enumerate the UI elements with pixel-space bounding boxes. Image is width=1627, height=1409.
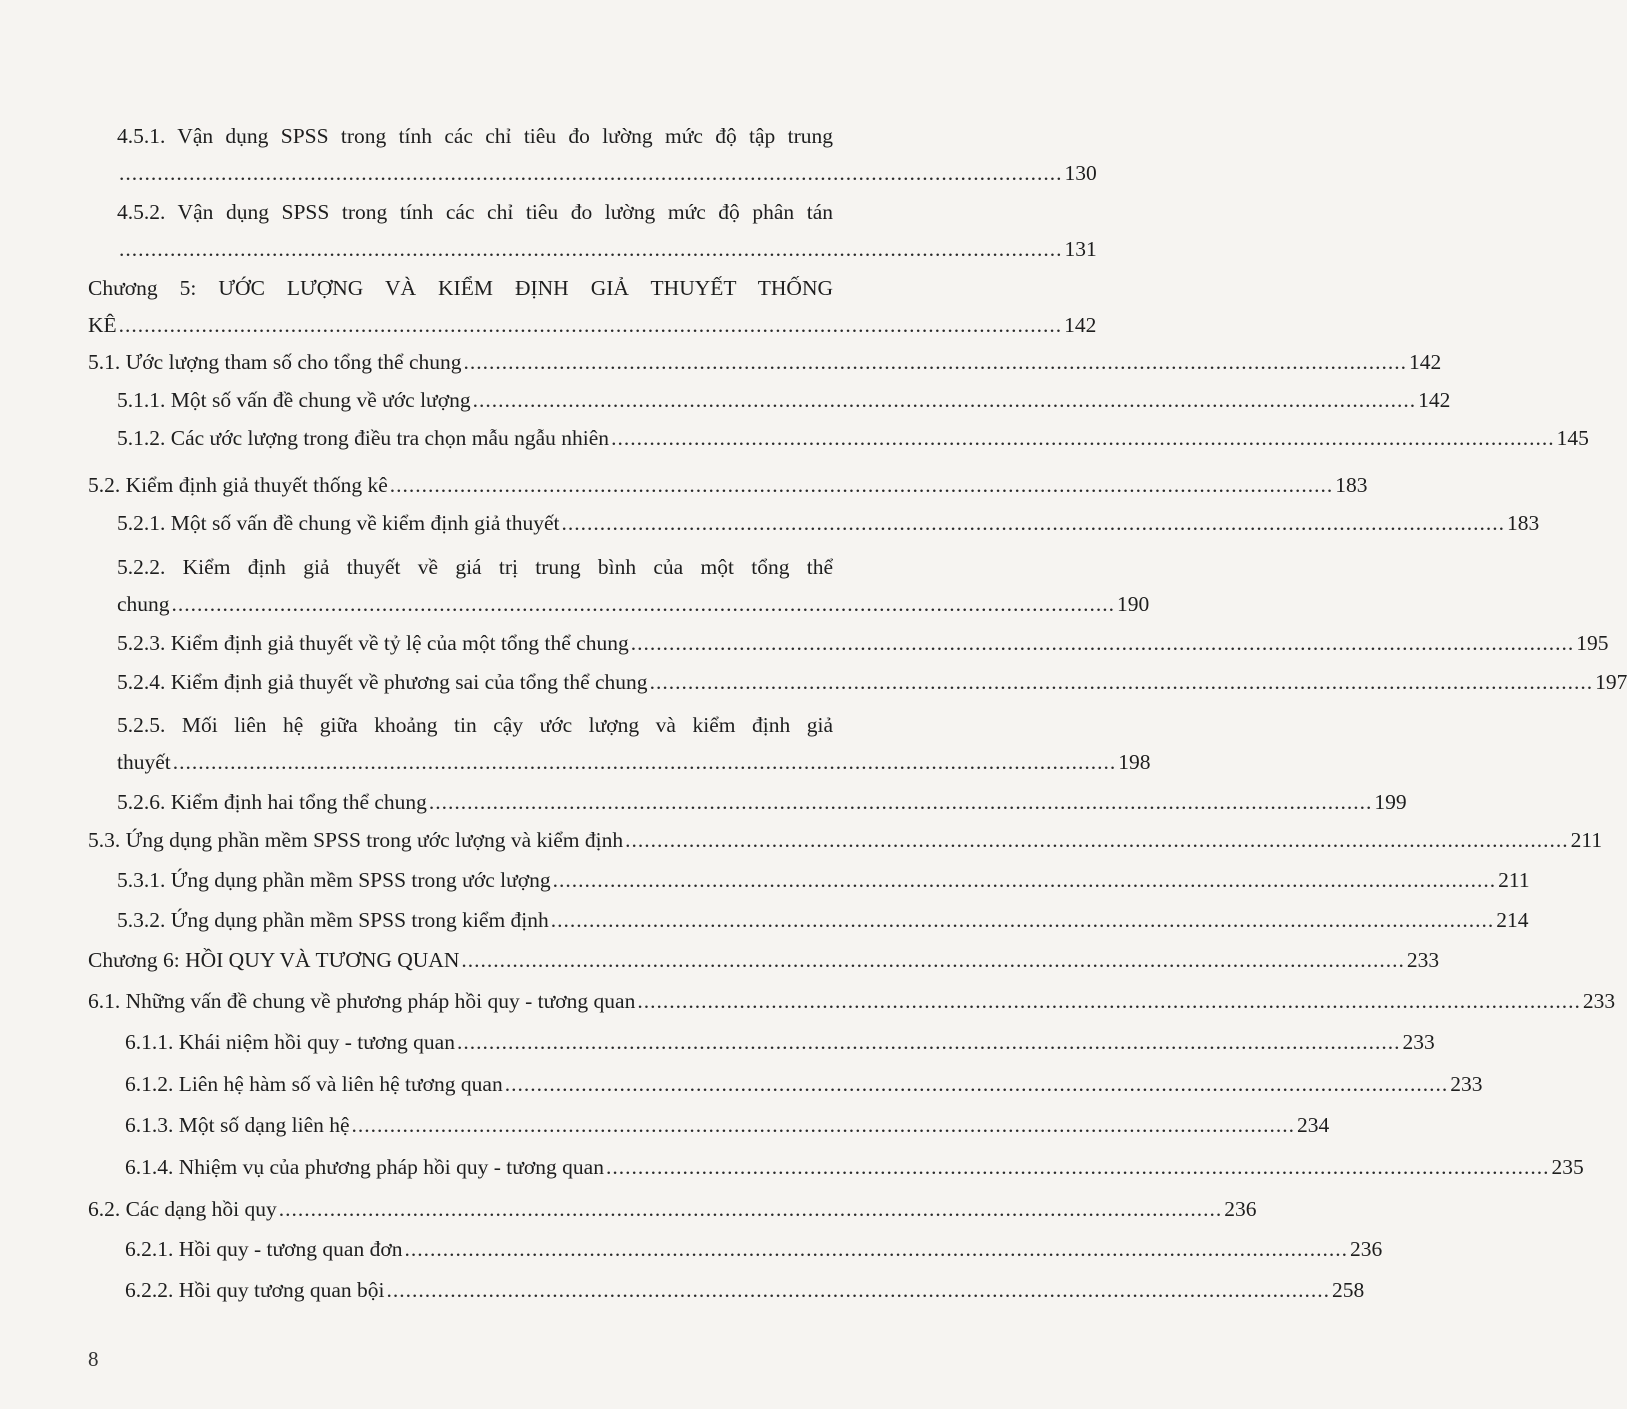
toc-entry-title: 5.2.3. Kiểm định giả thuyết về tỷ lệ của một tổng thể chung xyxy=(117,631,629,655)
toc-page-number: 233 xyxy=(1402,1030,1435,1054)
toc-entry-chapter-5[interactable] xyxy=(0,270,1097,350)
leader-dots: .................................................................................................................................................... xyxy=(504,1072,1449,1096)
toc-page-number: 236 xyxy=(1224,1197,1257,1221)
toc-page-number: 214 xyxy=(1496,908,1529,932)
toc-page-number: 235 xyxy=(1551,1155,1584,1179)
toc-entry-title: 5.2. Kiểm định giả thuyết thống kê xyxy=(88,473,388,497)
toc-entry-5-2-2[interactable] xyxy=(0,549,1150,629)
toc-entry-chapter-6[interactable] xyxy=(0,942,1440,982)
leader-dots: .................................................................................................................................................... xyxy=(550,908,1495,932)
toc-page-number: 183 xyxy=(1506,511,1540,535)
toc-page-number: 198 xyxy=(1118,750,1151,774)
toc-page-number: 233 xyxy=(1406,948,1440,972)
toc-entry-title: 5.1. Ước lượng tham số cho tổng thể chung xyxy=(88,350,462,374)
toc-entry-title: 5.3. Ứng dụng phần mềm SPSS trong ước lượng và kiểm định xyxy=(88,828,624,852)
toc-entry-title: 5.2.6. Kiểm định hai tổng thể chung xyxy=(117,790,427,814)
toc-entry-title: 6.2.1. Hồi quy - tương quan đơn xyxy=(125,1237,403,1261)
leader-dots: .................................................................................................................................................... xyxy=(472,388,1417,412)
toc-entry-title: 5.3.1. Ứng dụng phần mềm SPSS trong ước lượng xyxy=(117,868,551,892)
toc-entry-4-5-1[interactable] xyxy=(0,118,1097,198)
leader-dots: .................................................................................................................................................... xyxy=(119,237,1063,261)
leader-dots: .................................................................................................................................................... xyxy=(351,1113,1296,1137)
toc-entry-title-continued: thuyết xyxy=(117,750,171,774)
toc-page-number: 197 xyxy=(1595,670,1627,694)
toc-entry-title: 6.2. Các dạng hồi quy xyxy=(88,1197,277,1221)
leader-dots: .................................................................................................................................................... xyxy=(561,511,1505,535)
leader-dots: .................................................................................................................................................... xyxy=(278,1197,1223,1221)
toc-entry-title: 5.2.1. Một số vấn đề chung về kiểm định giả thuyết xyxy=(117,511,560,535)
toc-entry-5-2-6[interactable] xyxy=(0,784,1407,824)
toc-page-number: 233 xyxy=(1582,989,1616,1013)
toc-entry-title: 6.1.2. Liên hệ hàm số và liên hệ tương quan xyxy=(125,1072,503,1096)
toc-page-number: 142 xyxy=(1418,388,1451,412)
toc-entry-title-continued: chung xyxy=(117,592,170,616)
toc-entry-title: 6.1.3. Một số dạng liên hệ xyxy=(125,1113,350,1137)
leader-dots: .................................................................................................................................................... xyxy=(605,1155,1550,1179)
toc-entry-title-continued: KÊ xyxy=(88,313,117,337)
toc-entry-6-1-3[interactable] xyxy=(0,1107,1330,1147)
toc-entry-title: 5.1.2. Các ước lượng trong điều tra chọn mẫu ngẫu nhiên xyxy=(117,426,610,450)
toc-entry-5-2-3[interactable] xyxy=(0,625,1609,665)
toc-entry-5-2[interactable] xyxy=(0,467,1368,507)
leader-dots: .................................................................................................................................................... xyxy=(119,161,1063,185)
toc-page-number: 131 xyxy=(1064,237,1097,261)
leader-dots: .................................................................................................................................................... xyxy=(463,350,1408,374)
toc-page-number: 199 xyxy=(1374,790,1407,814)
toc-page-number: 142 xyxy=(1064,313,1097,337)
leader-dots: .................................................................................................................................................... xyxy=(625,828,1569,852)
toc-entry-5-2-1[interactable] xyxy=(0,505,1540,545)
toc-entry-5-3[interactable] xyxy=(0,822,1603,862)
toc-entry-title: Chương 6: HỒI QUY VÀ TƯƠNG QUAN xyxy=(88,948,460,972)
toc-page-number: 183 xyxy=(1335,473,1368,497)
leader-dots: .................................................................................................................................................... xyxy=(461,948,1405,972)
toc-entry-title: 5.2.2. Kiểm định giả thuyết về giá trị trung bình của một tổng thể xyxy=(117,555,833,579)
toc-entry-5-1-2[interactable] xyxy=(0,420,1589,460)
toc-page-number: 236 xyxy=(1349,1237,1383,1261)
toc-entry-title: 6.1.4. Nhiệm vụ của phương pháp hồi quy - tương quan xyxy=(125,1155,604,1179)
toc-entry-title: 5.2.4. Kiểm định giả thuyết về phương sai của tổng thể chung xyxy=(117,670,648,694)
toc-page-number: 233 xyxy=(1450,1072,1483,1096)
toc-entry-title: 4.5.2. Vận dụng SPSS trong tính các chỉ tiêu đo lường mức độ phân tán xyxy=(117,200,833,224)
leader-dots: .................................................................................................................................................... xyxy=(552,868,1497,892)
toc-entry-title: 5.1.1. Một số vấn đề chung về ước lượng xyxy=(117,388,471,412)
leader-dots: .................................................................................................................................................... xyxy=(171,592,1116,616)
toc-page-number: 130 xyxy=(1064,161,1097,185)
toc-entry-title: 6.1.1. Khái niệm hồi quy - tương quan xyxy=(125,1030,455,1054)
toc-entry-title: 6.1. Những vấn đề chung về phương pháp hồi quy - tương quan xyxy=(88,989,636,1013)
toc-entry-6-2-2[interactable] xyxy=(0,1272,1365,1312)
toc-page-number: 190 xyxy=(1117,592,1150,616)
toc-entry-title: 5.3.2. Ứng dụng phần mềm SPSS trong kiểm định xyxy=(117,908,549,932)
toc-page-number: 234 xyxy=(1297,1113,1330,1137)
toc-entry-5-2-4[interactable] xyxy=(0,664,1627,704)
toc-page-number: 211 xyxy=(1570,828,1603,852)
toc-entry-title: 6.2.2. Hồi quy tương quan bội xyxy=(125,1278,385,1302)
leader-dots: .................................................................................................................................................... xyxy=(456,1030,1401,1054)
leader-dots: .................................................................................................................................................... xyxy=(611,426,1555,450)
leader-dots: .................................................................................................................................................... xyxy=(386,1278,1331,1302)
toc-entry-5-1-1[interactable] xyxy=(0,382,1451,422)
toc-entry-5-3-2[interactable] xyxy=(0,902,1529,942)
toc-page-number: 142 xyxy=(1409,350,1442,374)
toc-page-number: 258 xyxy=(1332,1278,1365,1302)
leader-dots: .................................................................................................................................................... xyxy=(118,313,1063,337)
toc-entry-6-1[interactable] xyxy=(0,983,1616,1023)
leader-dots: .................................................................................................................................................... xyxy=(649,670,1594,694)
toc-entry-title: 5.2.5. Mối liên hệ giữa khoảng tin cậy ước lượng và kiểm định giả xyxy=(117,713,833,737)
toc-entry-title: Chương 5: ƯỚC LƯỢNG VÀ KIỂM ĐỊNH GIẢ THUYẾT THỐNG xyxy=(88,276,833,300)
leader-dots: .................................................................................................................................................... xyxy=(172,750,1117,774)
toc-entry-6-1-2[interactable] xyxy=(0,1066,1483,1106)
toc-entry-5-3-1[interactable] xyxy=(0,862,1530,902)
toc-entry-4-5-2[interactable] xyxy=(0,194,1097,274)
leader-dots: .................................................................................................................................................... xyxy=(389,473,1334,497)
leader-dots: .................................................................................................................................................... xyxy=(637,989,1581,1013)
toc-page-number: 195 xyxy=(1576,631,1609,655)
toc-page-number: 211 xyxy=(1498,868,1530,892)
toc-entry-5-2-5[interactable] xyxy=(0,707,1151,787)
leader-dots: .................................................................................................................................................... xyxy=(630,631,1575,655)
leader-dots: .................................................................................................................................................... xyxy=(404,1237,1348,1261)
page-number: 8 xyxy=(88,1347,99,1371)
toc-entry-6-2-1[interactable] xyxy=(0,1231,1383,1271)
toc-page-number: 145 xyxy=(1556,426,1589,450)
toc-entry-title: 4.5.1. Vận dụng SPSS trong tính các chỉ tiêu đo lường mức độ tập trung xyxy=(117,124,833,148)
toc-entry-6-2[interactable] xyxy=(0,1191,1257,1231)
toc-entry-5-1[interactable] xyxy=(0,344,1442,384)
toc-entry-6-1-1[interactable] xyxy=(0,1024,1435,1064)
toc-entry-6-1-4[interactable] xyxy=(0,1149,1584,1189)
leader-dots: .................................................................................................................................................... xyxy=(428,790,1373,814)
